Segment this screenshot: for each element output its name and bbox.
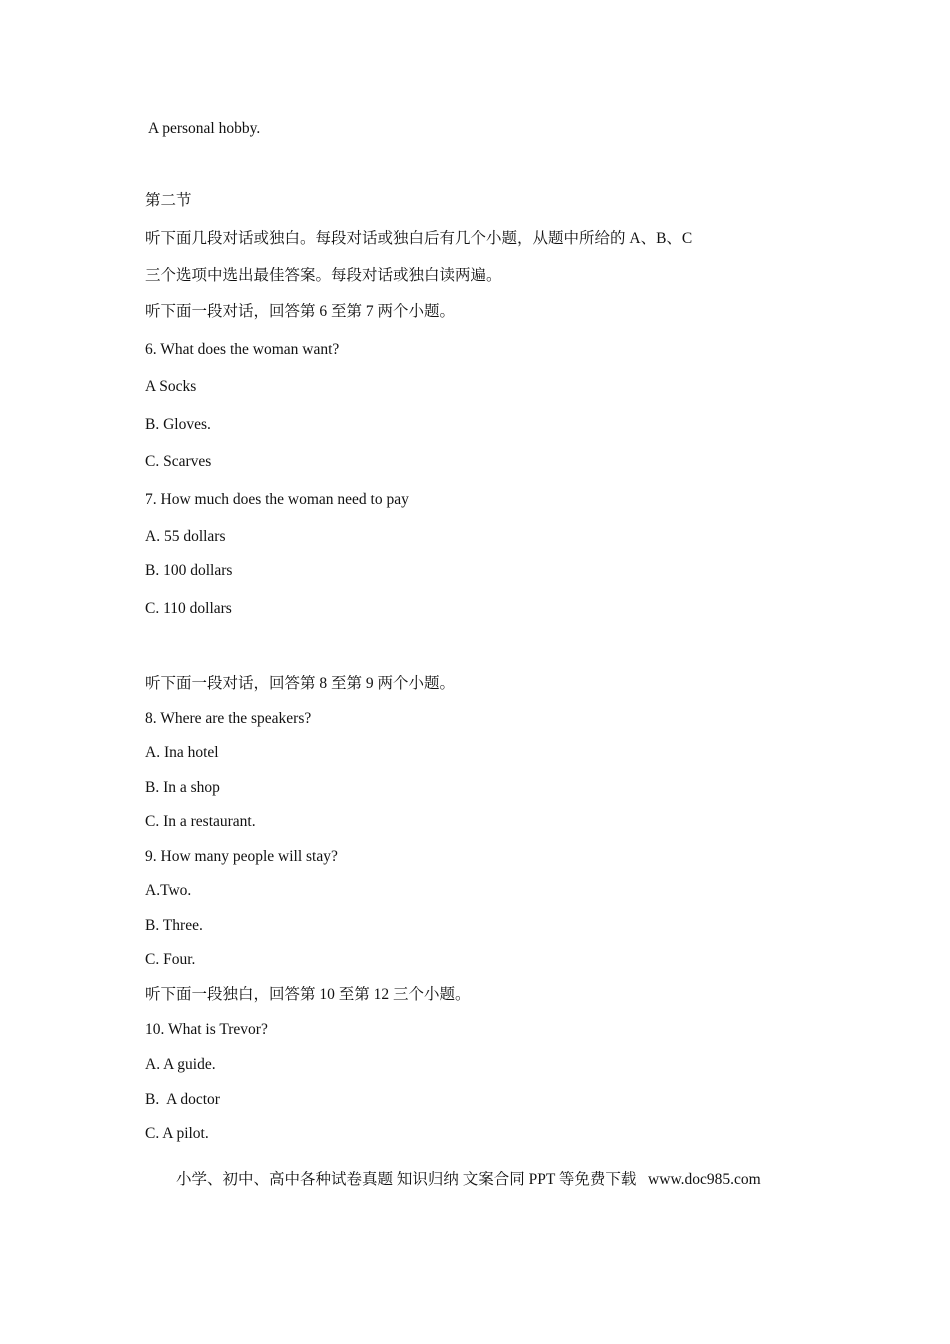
previous-option-text: A personal hobby. xyxy=(145,120,261,137)
question-7-option-a: A. 55 dollars xyxy=(145,528,226,545)
question-7: 7. How much does the woman need to pay xyxy=(145,491,409,508)
question-10: 10. What is Trevor? xyxy=(145,1021,268,1038)
question-9-option-b: B. Three. xyxy=(145,917,203,934)
question-6: 6. What does the woman want? xyxy=(145,341,340,358)
question-9-option-c: C. Four. xyxy=(145,951,196,968)
question-8-option-c: C. In a restaurant. xyxy=(145,813,256,830)
question-9-option-a: A.Two. xyxy=(145,882,192,899)
question-6-option-b: B. Gloves. xyxy=(145,416,211,433)
question-10-option-b: B. A doctor xyxy=(145,1091,220,1108)
question-7-option-c: C. 110 dollars xyxy=(145,600,232,617)
question-10-option-a: A. A guide. xyxy=(145,1056,216,1073)
question-9: 9. How many people will stay? xyxy=(145,848,338,865)
section-instructions-line-2: 三个选项中选出最佳答案。每段对话或独白读两遍。 xyxy=(145,267,502,284)
question-8-option-a: A. Ina hotel xyxy=(145,744,219,761)
question-7-option-b: B. 100 dollars xyxy=(145,562,233,579)
question-8: 8. Where are the speakers? xyxy=(145,710,312,727)
question-6-option-a: A Socks xyxy=(145,378,197,395)
monologue-instruction-10-12: 听下面一段独白，回答第 10 至第 12 三个小题。 xyxy=(145,986,471,1003)
question-8-option-b: B. In a shop xyxy=(145,779,220,796)
section-instructions-line-1: 听下面几段对话或独白。每段对话或独白后有几个小题，从题中所给的 A、B、C xyxy=(145,230,693,247)
section-heading: 第二节 xyxy=(145,192,192,209)
dialogue-instruction-6-7: 听下面一段对话，回答第 6 至第 7 两个小题。 xyxy=(145,303,456,320)
question-10-option-c: C. A pilot. xyxy=(145,1125,209,1142)
page-footer: 小学、初中、高中各种试卷真题 知识归纳 文案合同 PPT 等免费下载 www.doc985.com xyxy=(176,1171,761,1188)
question-6-option-c: C. Scarves xyxy=(145,453,212,470)
dialogue-instruction-8-9: 听下面一段对话，回答第 8 至第 9 两个小题。 xyxy=(145,675,456,692)
